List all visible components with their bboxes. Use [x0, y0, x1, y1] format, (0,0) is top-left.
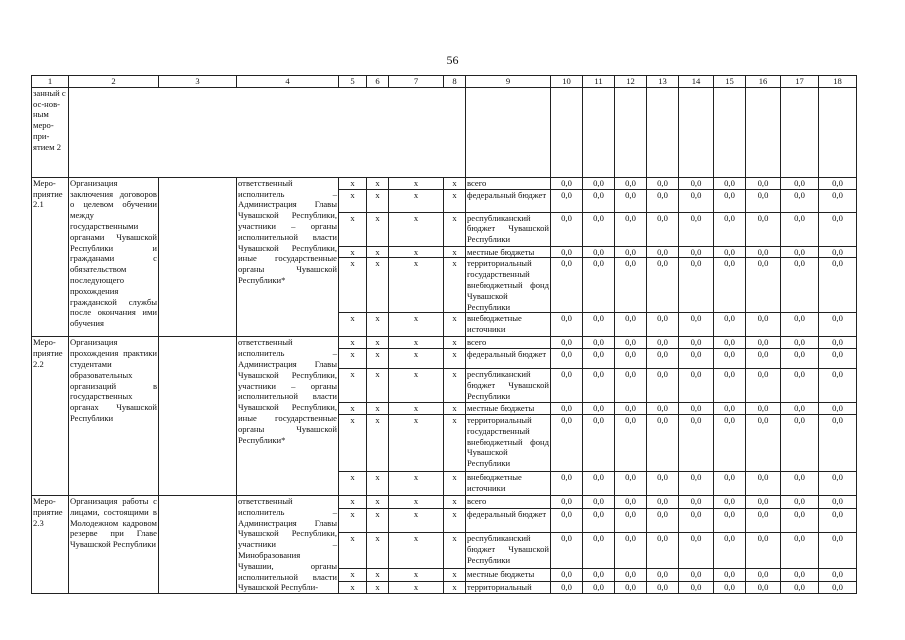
amount-cell: 0,0 — [551, 414, 583, 471]
amount-cell: 0,0 — [714, 495, 746, 508]
empty-cell — [583, 87, 615, 177]
amount-cell: 0,0 — [679, 313, 714, 337]
amount-cell: 0,0 — [551, 337, 583, 349]
amount-cell: 0,0 — [714, 581, 746, 594]
amount-cell: 0,0 — [679, 189, 714, 212]
amount-cell: 0,0 — [714, 471, 746, 495]
amount-cell: 0,0 — [647, 258, 679, 313]
event-number: Меро-приятие 2.1 — [32, 177, 69, 337]
amount-cell: 0,0 — [615, 532, 647, 568]
budget-table — [31, 75, 857, 594]
funding-source: территориальный государственный внебюджетный фонд Чувашской Республики — [466, 414, 551, 471]
code-cell: x — [389, 508, 444, 532]
amount-cell: 0,0 — [679, 258, 714, 313]
amount-cell: 0,0 — [714, 258, 746, 313]
code-cell: x — [339, 581, 367, 594]
amount-cell: 0,0 — [615, 403, 647, 415]
funding-source: территориальный — [466, 581, 551, 594]
amount-cell: 0,0 — [551, 581, 583, 594]
amount-cell: 0,0 — [551, 569, 583, 582]
amount-cell: 0,0 — [714, 349, 746, 369]
code-cell: x — [367, 189, 389, 212]
amount-cell: 0,0 — [647, 581, 679, 594]
amount-cell: 0,0 — [781, 471, 819, 495]
code-cell: x — [367, 414, 389, 471]
amount-cell: 0,0 — [647, 337, 679, 349]
code-cell: x — [339, 403, 367, 415]
amount-cell: 0,0 — [781, 246, 819, 258]
code-cell: x — [389, 403, 444, 415]
code-cell: x — [339, 349, 367, 369]
amount-cell: 0,0 — [551, 189, 583, 212]
funding-source: внебюджетные источники — [466, 471, 551, 495]
code-cell: x — [367, 337, 389, 349]
code-cell: x — [389, 569, 444, 582]
column-header: 17 — [781, 76, 819, 88]
column-header: 1 — [32, 76, 69, 88]
code-cell: x — [389, 532, 444, 568]
amount-cell: 0,0 — [583, 177, 615, 189]
amount-cell: 0,0 — [714, 212, 746, 246]
amount-cell: 0,0 — [781, 313, 819, 337]
amount-cell: 0,0 — [551, 508, 583, 532]
amount-cell: 0,0 — [615, 569, 647, 582]
code-cell: x — [444, 471, 466, 495]
code-cell: x — [444, 337, 466, 349]
table-row — [32, 495, 857, 508]
amount-cell: 0,0 — [781, 369, 819, 403]
amount-cell: 0,0 — [615, 189, 647, 212]
code-cell: x — [389, 258, 444, 313]
code-cell: x — [339, 189, 367, 212]
amount-cell: 0,0 — [679, 369, 714, 403]
code-cell: x — [444, 569, 466, 582]
amount-cell: 0,0 — [551, 258, 583, 313]
code-cell: x — [444, 508, 466, 532]
code-cell: x — [339, 369, 367, 403]
amount-cell: 0,0 — [551, 403, 583, 415]
amount-cell: 0,0 — [615, 581, 647, 594]
amount-cell: 0,0 — [746, 258, 781, 313]
amount-cell: 0,0 — [583, 581, 615, 594]
amount-cell: 0,0 — [746, 508, 781, 532]
amount-cell: 0,0 — [819, 508, 857, 532]
amount-cell: 0,0 — [647, 349, 679, 369]
column-header: 15 — [714, 76, 746, 88]
code-cell: x — [389, 337, 444, 349]
amount-cell: 0,0 — [714, 532, 746, 568]
event-name: Организация прохождения практики студентами образовательных организаций в государственных органах Чувашской Республики — [69, 337, 159, 496]
empty-cell — [551, 87, 583, 177]
code-cell: x — [339, 212, 367, 246]
amount-cell: 0,0 — [819, 581, 857, 594]
amount-cell: 0,0 — [583, 369, 615, 403]
amount-cell: 0,0 — [819, 569, 857, 582]
amount-cell: 0,0 — [819, 337, 857, 349]
column-header: 13 — [647, 76, 679, 88]
code-cell: x — [367, 403, 389, 415]
amount-cell: 0,0 — [647, 471, 679, 495]
funding-source: территориальный государственный внебюджетный фонд Чувашской Республики — [467, 258, 549, 312]
column-header: 11 — [583, 76, 615, 88]
amount-cell: 0,0 — [679, 495, 714, 508]
funding-source: республиканский бюджет Чувашской Республики — [466, 532, 551, 568]
amount-cell: 0,0 — [679, 569, 714, 582]
column-header: 12 — [615, 76, 647, 88]
amount-cell: 0,0 — [583, 471, 615, 495]
funding-source: всего — [466, 177, 551, 189]
amount-cell: 0,0 — [551, 349, 583, 369]
amount-cell: 0,0 — [746, 403, 781, 415]
column-header: 18 — [819, 76, 857, 88]
amount-cell: 0,0 — [781, 495, 819, 508]
amount-cell: 0,0 — [746, 212, 781, 246]
code-cell: x — [339, 246, 367, 258]
amount-cell: 0,0 — [714, 414, 746, 471]
amount-cell: 0,0 — [781, 189, 819, 212]
amount-cell: 0,0 — [819, 471, 857, 495]
amount-cell: 0,0 — [714, 246, 746, 258]
code-cell: x — [444, 258, 466, 313]
code-cell: x — [339, 414, 367, 471]
amount-cell: 0,0 — [583, 403, 615, 415]
code-cell: x — [389, 495, 444, 508]
amount-cell: 0,0 — [781, 349, 819, 369]
funding-source: всего — [466, 337, 551, 349]
amount-cell: 0,0 — [781, 414, 819, 471]
amount-cell: 0,0 — [583, 508, 615, 532]
funding-source: федеральный бюджет — [466, 508, 551, 532]
code-cell: x — [339, 258, 367, 313]
amount-cell: 0,0 — [551, 177, 583, 189]
event-number: Меро-приятие 2.2 — [32, 337, 69, 496]
code-cell: x — [444, 189, 466, 212]
continuation-label: занный с ос-нов-ным меро-при-ятием 2 — [32, 87, 69, 177]
amount-cell: 0,0 — [647, 369, 679, 403]
amount-cell: 0,0 — [819, 212, 857, 246]
event-name: Организация работы с лицами, состоящими в Молодежном кадровом резерве при Главе Чувашской Республики — [69, 495, 159, 593]
amount-cell: 0,0 — [679, 403, 714, 415]
empty-cell — [69, 87, 466, 177]
amount-cell: 0,0 — [819, 495, 857, 508]
responsible-party: ответственный исполнитель – Администрация Главы Чувашской Республики, участники – Минобразования Чувашии, органы исполнительной власти Чувашской Республи- — [238, 495, 337, 593]
amount-cell: 0,0 — [615, 177, 647, 189]
code-cell: x — [389, 212, 444, 246]
amount-cell: 0,0 — [551, 532, 583, 568]
amount-cell: 0,0 — [819, 313, 857, 337]
amount-cell: 0,0 — [819, 349, 857, 369]
amount-cell: 0,0 — [819, 189, 857, 212]
code-cell: x — [339, 177, 367, 189]
code-cell: x — [339, 508, 367, 532]
amount-cell: 0,0 — [583, 212, 615, 246]
amount-cell: 0,0 — [551, 212, 583, 246]
code-cell: x — [367, 495, 389, 508]
code-cell: x — [389, 189, 444, 212]
code-cell: x — [367, 569, 389, 582]
header-row — [32, 76, 857, 88]
amount-cell: 0,0 — [583, 495, 615, 508]
empty-cell — [819, 87, 857, 177]
amount-cell: 0,0 — [551, 369, 583, 403]
amount-cell: 0,0 — [714, 569, 746, 582]
code-cell: x — [389, 581, 444, 594]
code-cell: x — [389, 246, 444, 258]
empty-cell — [647, 87, 679, 177]
code-cell: x — [367, 508, 389, 532]
funding-source: местные бюджеты — [466, 403, 551, 415]
amount-cell: 0,0 — [714, 369, 746, 403]
amount-cell: 0,0 — [583, 532, 615, 568]
funding-source: республиканский бюджет Чувашской Республики — [467, 369, 549, 401]
amount-cell: 0,0 — [819, 369, 857, 403]
amount-cell: 0,0 — [746, 414, 781, 471]
amount-cell: 0,0 — [583, 414, 615, 471]
column-header: 3 — [159, 76, 237, 88]
amount-cell: 0,0 — [679, 349, 714, 369]
funding-source: федеральный бюджет — [466, 349, 551, 369]
amount-cell: 0,0 — [746, 471, 781, 495]
column-header: 6 — [367, 76, 389, 88]
amount-cell: 0,0 — [746, 569, 781, 582]
amount-cell: 0,0 — [746, 246, 781, 258]
code-cell: x — [444, 369, 466, 403]
amount-cell: 0,0 — [746, 581, 781, 594]
amount-cell: 0,0 — [551, 313, 583, 337]
amount-cell: 0,0 — [615, 258, 647, 313]
amount-cell: 0,0 — [819, 532, 857, 568]
amount-cell: 0,0 — [746, 495, 781, 508]
amount-cell: 0,0 — [647, 246, 679, 258]
amount-cell: 0,0 — [583, 258, 615, 313]
amount-cell: 0,0 — [647, 177, 679, 189]
funding-source: местные бюджеты — [466, 569, 551, 582]
code-cell: x — [339, 532, 367, 568]
code-cell: x — [444, 246, 466, 258]
amount-cell: 0,0 — [647, 414, 679, 471]
empty-cell — [159, 177, 237, 337]
column-header: 9 — [466, 76, 551, 88]
code-cell: x — [339, 337, 367, 349]
code-cell: x — [339, 471, 367, 495]
table-body — [32, 76, 857, 594]
amount-cell: 0,0 — [781, 177, 819, 189]
amount-cell: 0,0 — [781, 581, 819, 594]
code-cell: x — [367, 532, 389, 568]
amount-cell: 0,0 — [781, 508, 819, 532]
amount-cell: 0,0 — [583, 246, 615, 258]
code-cell: x — [367, 246, 389, 258]
empty-cell — [714, 87, 746, 177]
continuation-row — [32, 87, 857, 177]
code-cell: x — [367, 313, 389, 337]
empty-cell — [159, 337, 237, 496]
code-cell: x — [444, 495, 466, 508]
empty-cell — [466, 87, 551, 177]
responsible-party: ответственный исполнитель – Администрация Главы Чувашской Республики, участники – органы исполнительной власти Чувашской Республики, иные государственные органы Чувашской Республики* — [237, 337, 339, 496]
amount-cell: 0,0 — [819, 403, 857, 415]
code-cell: x — [367, 369, 389, 403]
amount-cell: 0,0 — [647, 212, 679, 246]
code-cell: x — [367, 177, 389, 189]
amount-cell: 0,0 — [781, 212, 819, 246]
amount-cell: 0,0 — [679, 508, 714, 532]
funding-source: республиканский бюджет Чувашской Республики — [467, 212, 549, 245]
code-cell: x — [339, 569, 367, 582]
amount-cell: 0,0 — [615, 349, 647, 369]
amount-cell: 0,0 — [781, 569, 819, 582]
amount-cell: 0,0 — [679, 246, 714, 258]
amount-cell: 0,0 — [615, 369, 647, 403]
amount-cell: 0,0 — [746, 313, 781, 337]
code-cell: x — [389, 177, 444, 189]
amount-cell: 0,0 — [819, 246, 857, 258]
amount-cell: 0,0 — [819, 177, 857, 189]
event-name: Организация заключения договоров о целевом обучении между государственными органами Чувашской Республики и гражданами с обязательством последующего прохождения гражданской службы после окончания ими обучения — [69, 177, 159, 337]
amount-cell: 0,0 — [551, 495, 583, 508]
amount-cell: 0,0 — [615, 246, 647, 258]
amount-cell: 0,0 — [647, 532, 679, 568]
page-number: 56 — [446, 53, 459, 67]
code-cell: x — [367, 212, 389, 246]
amount-cell: 0,0 — [679, 337, 714, 349]
amount-cell: 0,0 — [647, 403, 679, 415]
code-cell: x — [444, 581, 466, 594]
amount-cell: 0,0 — [714, 403, 746, 415]
code-cell: x — [367, 258, 389, 313]
amount-cell: 0,0 — [647, 189, 679, 212]
code-cell: x — [367, 581, 389, 594]
amount-cell: 0,0 — [746, 177, 781, 189]
code-cell: x — [367, 471, 389, 495]
amount-cell: 0,0 — [819, 414, 857, 471]
funding-source: федеральный бюджет — [466, 189, 551, 212]
amount-cell: 0,0 — [781, 403, 819, 415]
code-cell: x — [444, 532, 466, 568]
amount-cell: 0,0 — [679, 471, 714, 495]
amount-cell: 0,0 — [679, 212, 714, 246]
empty-cell — [615, 87, 647, 177]
amount-cell: 0,0 — [615, 313, 647, 337]
amount-cell: 0,0 — [679, 414, 714, 471]
code-cell: x — [339, 313, 367, 337]
code-cell: x — [444, 212, 466, 246]
column-header: 4 — [237, 76, 339, 88]
amount-cell: 0,0 — [714, 189, 746, 212]
funding-source: внебюджетные источники — [466, 313, 551, 337]
amount-cell: 0,0 — [714, 177, 746, 189]
code-cell: x — [339, 495, 367, 508]
code-cell: x — [367, 349, 389, 369]
code-cell: x — [389, 414, 444, 471]
column-header: 16 — [746, 76, 781, 88]
amount-cell: 0,0 — [615, 337, 647, 349]
amount-cell: 0,0 — [647, 313, 679, 337]
empty-cell — [746, 87, 781, 177]
column-header: 5 — [339, 76, 367, 88]
code-cell: x — [389, 369, 444, 403]
empty-cell — [781, 87, 819, 177]
code-cell: x — [444, 349, 466, 369]
amount-cell: 0,0 — [615, 212, 647, 246]
amount-cell: 0,0 — [583, 337, 615, 349]
code-cell: x — [389, 471, 444, 495]
code-cell: x — [444, 177, 466, 189]
amount-cell: 0,0 — [679, 581, 714, 594]
amount-cell: 0,0 — [714, 508, 746, 532]
amount-cell: 0,0 — [746, 532, 781, 568]
amount-cell: 0,0 — [615, 495, 647, 508]
funding-source: всего — [466, 495, 551, 508]
amount-cell: 0,0 — [647, 569, 679, 582]
amount-cell: 0,0 — [615, 508, 647, 532]
column-header: 14 — [679, 76, 714, 88]
code-cell: x — [389, 313, 444, 337]
amount-cell: 0,0 — [714, 313, 746, 337]
amount-cell: 0,0 — [583, 313, 615, 337]
code-cell: x — [444, 313, 466, 337]
amount-cell: 0,0 — [583, 189, 615, 212]
column-header: 8 — [444, 76, 466, 88]
column-header: 10 — [551, 76, 583, 88]
amount-cell: 0,0 — [746, 369, 781, 403]
amount-cell: 0,0 — [746, 189, 781, 212]
responsible-party: ответственный исполнитель – Администрация Главы Чувашской Республики, участники – органы исполнительной власти Чувашской Республики, иные государственные органы Чувашской Республики* — [237, 177, 339, 337]
table-row — [32, 337, 857, 349]
amount-cell: 0,0 — [746, 349, 781, 369]
amount-cell: 0,0 — [615, 471, 647, 495]
amount-cell: 0,0 — [746, 337, 781, 349]
code-cell: x — [389, 349, 444, 369]
code-cell: x — [444, 414, 466, 471]
amount-cell: 0,0 — [679, 532, 714, 568]
column-header: 2 — [69, 76, 159, 88]
amount-cell: 0,0 — [781, 532, 819, 568]
amount-cell: 0,0 — [551, 471, 583, 495]
amount-cell: 0,0 — [714, 337, 746, 349]
empty-cell — [159, 495, 237, 593]
empty-cell — [679, 87, 714, 177]
amount-cell: 0,0 — [781, 258, 819, 313]
amount-cell: 0,0 — [615, 414, 647, 471]
amount-cell: 0,0 — [551, 246, 583, 258]
amount-cell: 0,0 — [647, 508, 679, 532]
amount-cell: 0,0 — [647, 495, 679, 508]
amount-cell: 0,0 — [781, 337, 819, 349]
amount-cell: 0,0 — [583, 349, 615, 369]
amount-cell: 0,0 — [679, 177, 714, 189]
amount-cell: 0,0 — [819, 258, 857, 313]
table-row — [32, 177, 857, 189]
column-header: 7 — [389, 76, 444, 88]
code-cell: x — [444, 403, 466, 415]
event-number: Меро-приятие 2.3 — [32, 495, 69, 593]
amount-cell: 0,0 — [583, 569, 615, 582]
funding-source: местные бюджеты — [466, 246, 551, 258]
